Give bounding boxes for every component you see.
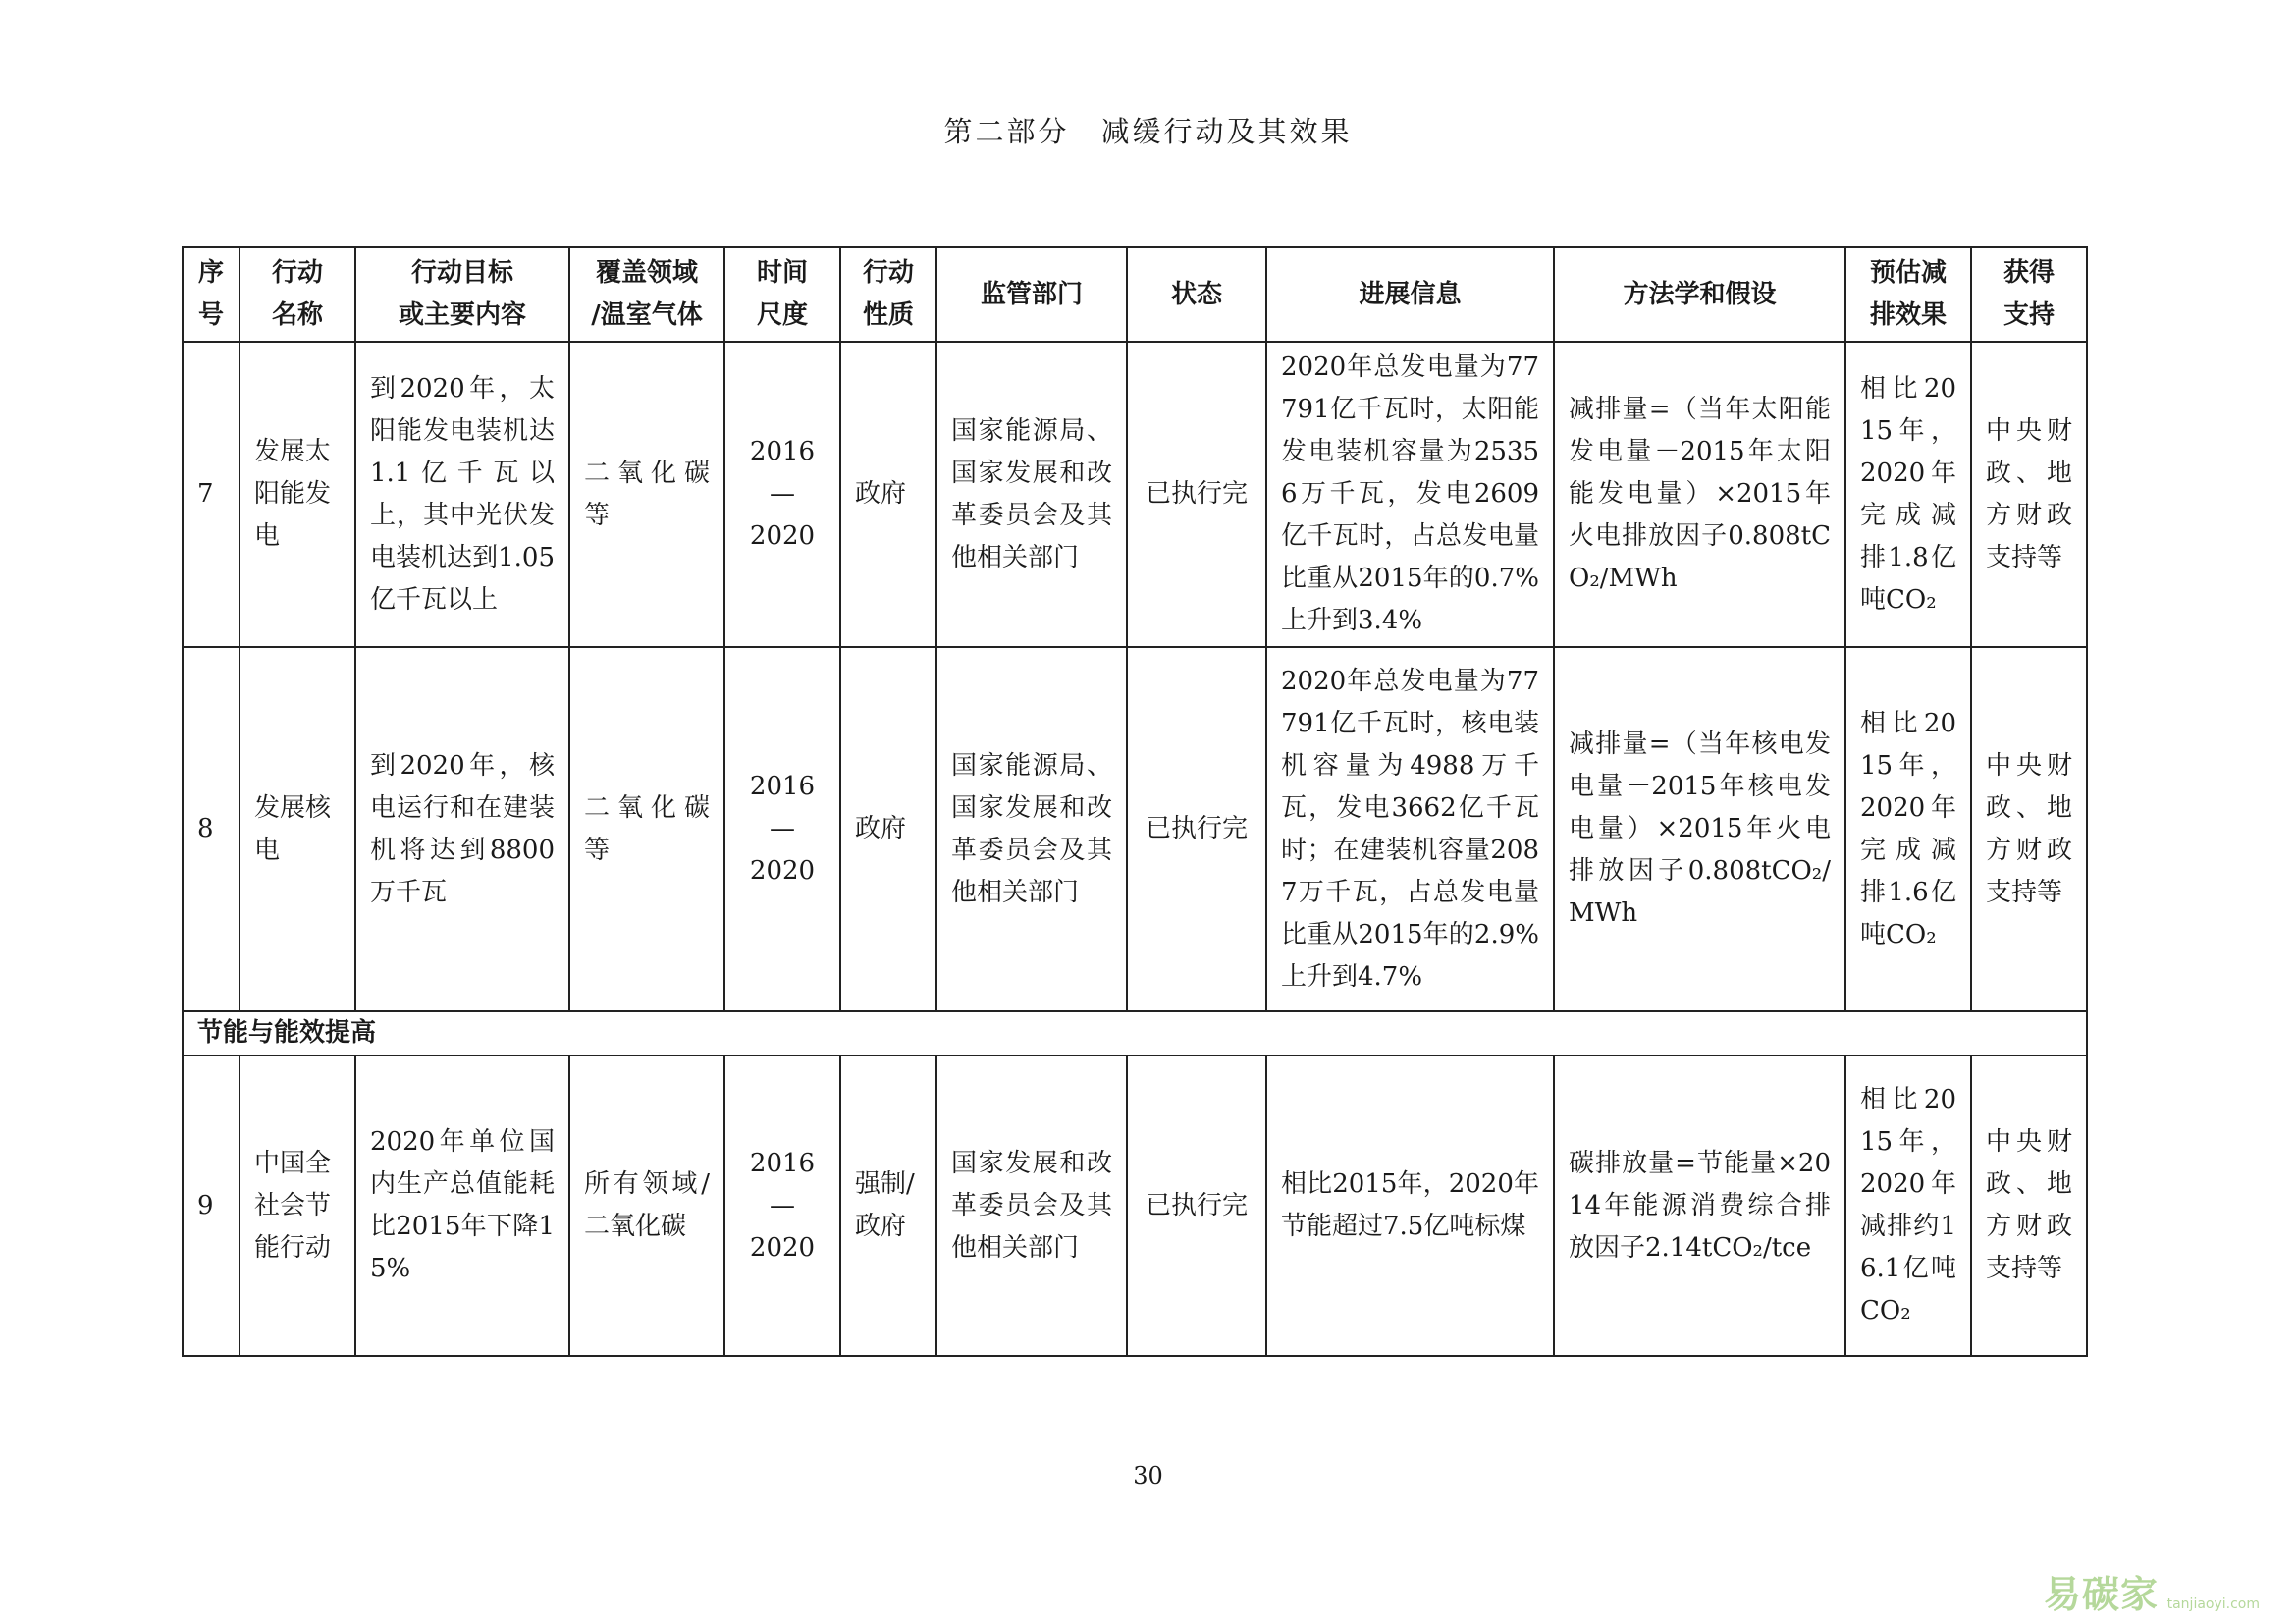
cell-no: 8 (183, 647, 240, 1011)
cell-action-name: 发展太阳能发电 (240, 342, 355, 647)
cell-time-scale: 2016 — 2020 (724, 647, 840, 1011)
cell-coverage: 所有领域/二氧化碳 (569, 1055, 724, 1356)
cell-action-name: 中国全社会节能行动 (240, 1055, 355, 1356)
cell-coverage: 二氧化碳等 (569, 342, 724, 647)
cell-status: 已执行完 (1127, 342, 1266, 647)
cell-method: 碳排放量=节能量×2014年能源消费综合排放因子2.14tCO₂/tce (1554, 1055, 1845, 1356)
cell-progress: 2020年总发电量为77791亿千瓦时，核电装机容量为4988万千瓦，发电3662亿千瓦时；在建装机容量2087万千瓦，占总发电量比重从2015年的2.9%上升到4.7% (1266, 647, 1554, 1011)
cell-nature: 政府 (840, 342, 936, 647)
header-support: 获得 支持 (1971, 247, 2087, 342)
table-row (183, 647, 2087, 1011)
header-method: 方法学和假设 (1554, 247, 1845, 342)
cell-method: 减排量=（当年太阳能发电量－2015年太阳能发电量）×2015年火电排放因子0.808tCO₂/MWh (1554, 342, 1845, 647)
cell-time-scale: 2016 — 2020 (724, 1055, 840, 1356)
header-status: 状态 (1127, 247, 1266, 342)
page-number: 30 (1133, 1462, 1163, 1489)
cell-method: 减排量=（当年核电发电量－2015年核电发电量）×2015年火电排放因子0.808tCO₂/MWh (1554, 647, 1845, 1011)
cell-time-scale: 2016 — 2020 (724, 342, 840, 647)
site-watermark-logo (2044, 1571, 2260, 1620)
table-header-row (183, 247, 2087, 342)
cell-effect: 相比2015年，2020年完成减排1.8亿吨CO₂ (1845, 342, 1971, 647)
cell-effect: 相比2015年，2020年完成减排1.6亿吨CO₂ (1845, 647, 1971, 1011)
page-title: 第二部分 减缓行动及其效果 (943, 115, 1353, 148)
cell-goal: 到2020年，太阳能发电装机达1.1亿千瓦以上，其中光伏发电装机达到1.05亿千瓦以上 (355, 342, 569, 647)
cell-status: 已执行完 (1127, 1055, 1266, 1356)
cell-nature: 强制/政府 (840, 1055, 936, 1356)
header-action-name: 行动 名称 (240, 247, 355, 342)
watermark-text: 易碳家 (2044, 1573, 2160, 1616)
header-supervisor: 监管部门 (936, 247, 1127, 342)
mitigation-actions-table (182, 246, 2088, 1357)
cell-supervisor: 国家发展和改革委员会及其他相关部门 (936, 1055, 1127, 1356)
header-effect: 预估减 排效果 (1845, 247, 1971, 342)
cell-no: 9 (183, 1055, 240, 1356)
watermark-domain: tanjiaoyi.com (2166, 1596, 2260, 1612)
cell-support: 中央财政、地方财政支持等 (1971, 342, 2087, 647)
cell-supervisor: 国家能源局、国家发展和改革委员会及其他相关部门 (936, 342, 1127, 647)
cell-supervisor: 国家能源局、国家发展和改革委员会及其他相关部门 (936, 647, 1127, 1011)
cell-action-name: 发展核电 (240, 647, 355, 1011)
section-label: 节能与能效提高 (183, 1011, 2087, 1055)
cell-progress: 相比2015年，2020年节能超过7.5亿吨标煤 (1266, 1055, 1554, 1356)
cell-goal: 2020年单位国内生产总值能耗比2015年下降15% (355, 1055, 569, 1356)
cell-coverage: 二氧化碳等 (569, 647, 724, 1011)
cell-nature: 政府 (840, 647, 936, 1011)
cell-no: 7 (183, 342, 240, 647)
header-coverage: 覆盖领域 /温室气体 (569, 247, 724, 342)
cell-support: 中央财政、地方财政支持等 (1971, 1055, 2087, 1356)
table-row (183, 342, 2087, 647)
table-row (183, 1055, 2087, 1356)
header-no: 序 号 (183, 247, 240, 342)
header-time-scale: 时间 尺度 (724, 247, 840, 342)
cell-progress: 2020年总发电量为77791亿千瓦时，太阳能发电装机容量为25356万千瓦，发电2609亿千瓦时，占总发电量比重从2015年的0.7%上升到3.4% (1266, 342, 1554, 647)
header-goal: 行动目标 或主要内容 (355, 247, 569, 342)
cell-effect: 相比2015年，2020年减排约16.1亿吨CO₂ (1845, 1055, 1971, 1356)
cell-status: 已执行完 (1127, 647, 1266, 1011)
section-row (183, 1011, 2087, 1055)
header-nature: 行动 性质 (840, 247, 936, 342)
cell-support: 中央财政、地方财政支持等 (1971, 647, 2087, 1011)
header-progress: 进展信息 (1266, 247, 1554, 342)
cell-goal: 到2020年，核电运行和在建装机将达到8800万千瓦 (355, 647, 569, 1011)
